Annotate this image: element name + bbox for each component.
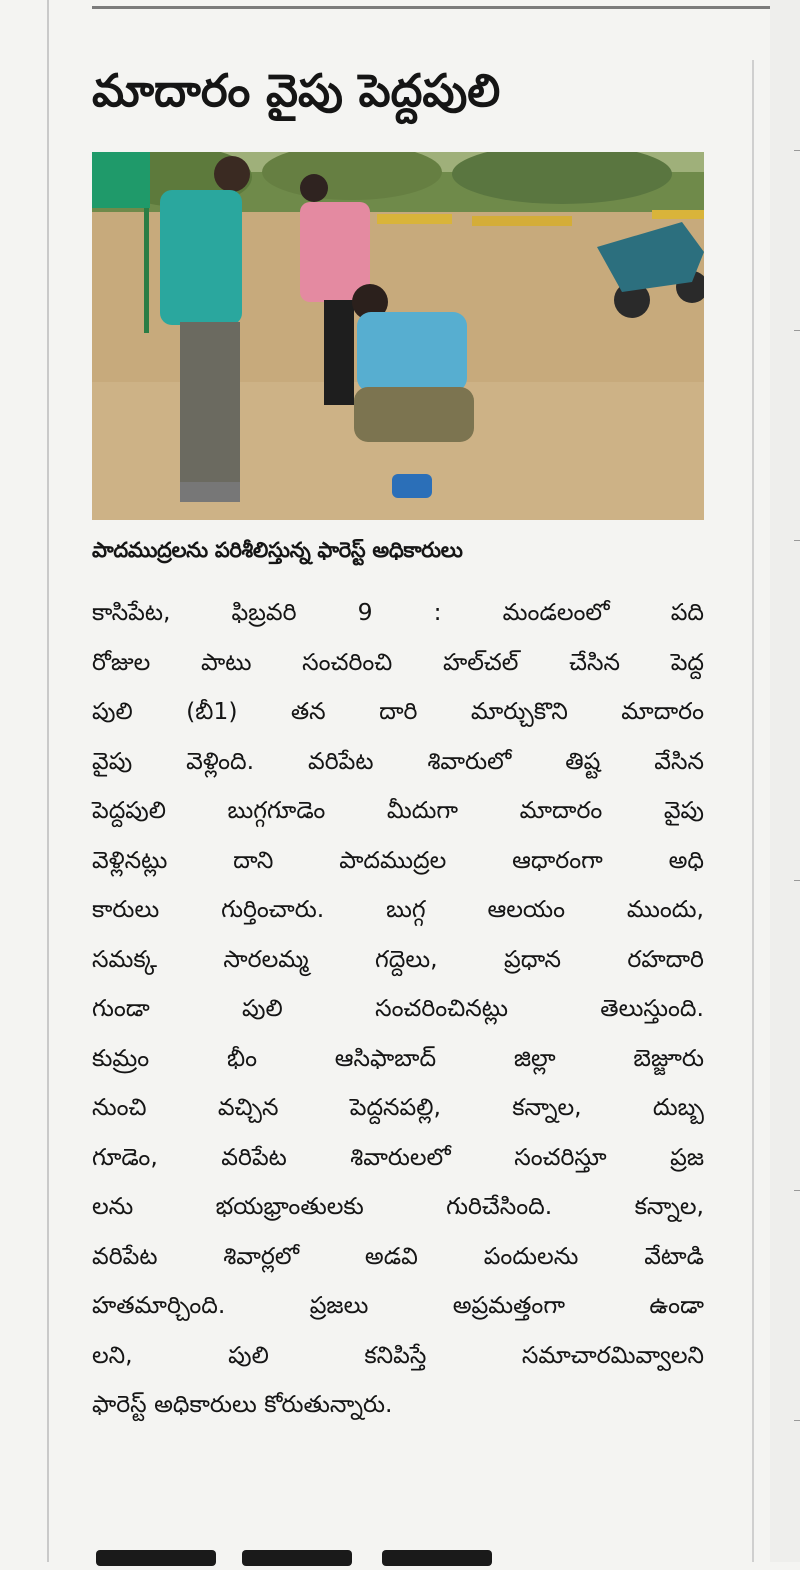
left-column-rule bbox=[47, 0, 49, 1562]
body-line: వెళ్లినట్లు దాని పాదముద్రల ఆధారంగా అధి bbox=[92, 845, 704, 874]
body-line: కుమ్రం భీం ఆసిఫాబాద్ జిల్లా బెజ్జూరు bbox=[92, 1043, 704, 1072]
body-line: పులి (బీ1) తన దారి మార్చుకొని మాదారం bbox=[92, 697, 704, 725]
body-line: వరిపేట శివార్లలో అడవి పందులను వేటాడి bbox=[92, 1241, 704, 1270]
article-headline: మాదారం వైపు పెద్దపులి bbox=[92, 64, 501, 117]
right-column-rule bbox=[752, 60, 754, 1562]
body-line: కారులు గుర్తించారు. బుగ్గ ఆలయం ముందు, bbox=[92, 895, 704, 923]
body-line: రోజుల పాటు సంచరించి హల్‌చల్ చేసిన పెద్ద bbox=[92, 647, 704, 676]
body-line: నుంచి వచ్చిన పెద్దనపల్లి, కన్నాల, దుబ్బ bbox=[92, 1093, 704, 1121]
top-rule bbox=[92, 6, 800, 9]
next-article-headline-cropped bbox=[92, 1540, 512, 1570]
photo-caption: పాదముద్రలను పరిశీలిస్తున్న ఫారెస్ట్ అధికారులు bbox=[92, 538, 463, 562]
body-line: పెద్దపులి బుగ్గగూడెం మీదుగా మాదారం వైపు bbox=[92, 796, 704, 824]
body-line: హతమార్చింది. ప్రజలు అప్రమత్తంగా ఉండా bbox=[92, 1291, 704, 1319]
body-line: వైపు వెళ్లింది. వరిపేట శివారులో తిష్ట వేసిన bbox=[92, 746, 704, 775]
body-line: సమక్క సారలమ్మ గద్దెలు, ప్రధాన రహదారి bbox=[92, 944, 704, 973]
article-photo bbox=[92, 152, 704, 520]
body-line: గూడెం, వరిపేట శివారులలో సంచరిస్తూ ప్రజ bbox=[92, 1142, 704, 1171]
body-line: లను భయభ్రాంతులకు గురిచేసింది. కన్నాల, bbox=[92, 1192, 704, 1220]
adjacent-column-strip bbox=[770, 0, 800, 1562]
article-body bbox=[92, 588, 704, 1430]
body-line: కాసిపేట, ఫిబ్రవరి 9 : మండలంలో పది bbox=[92, 598, 704, 626]
body-line: ఫారెస్ట్ అధికారులు కోరుతున్నారు. bbox=[92, 1390, 393, 1418]
body-line: గుండా పులి సంచరించినట్లు తెలుస్తుంది. bbox=[92, 994, 704, 1022]
body-line: లని, పులి కనిపిస్తే సమాచారమివ్వాలని bbox=[92, 1340, 704, 1369]
